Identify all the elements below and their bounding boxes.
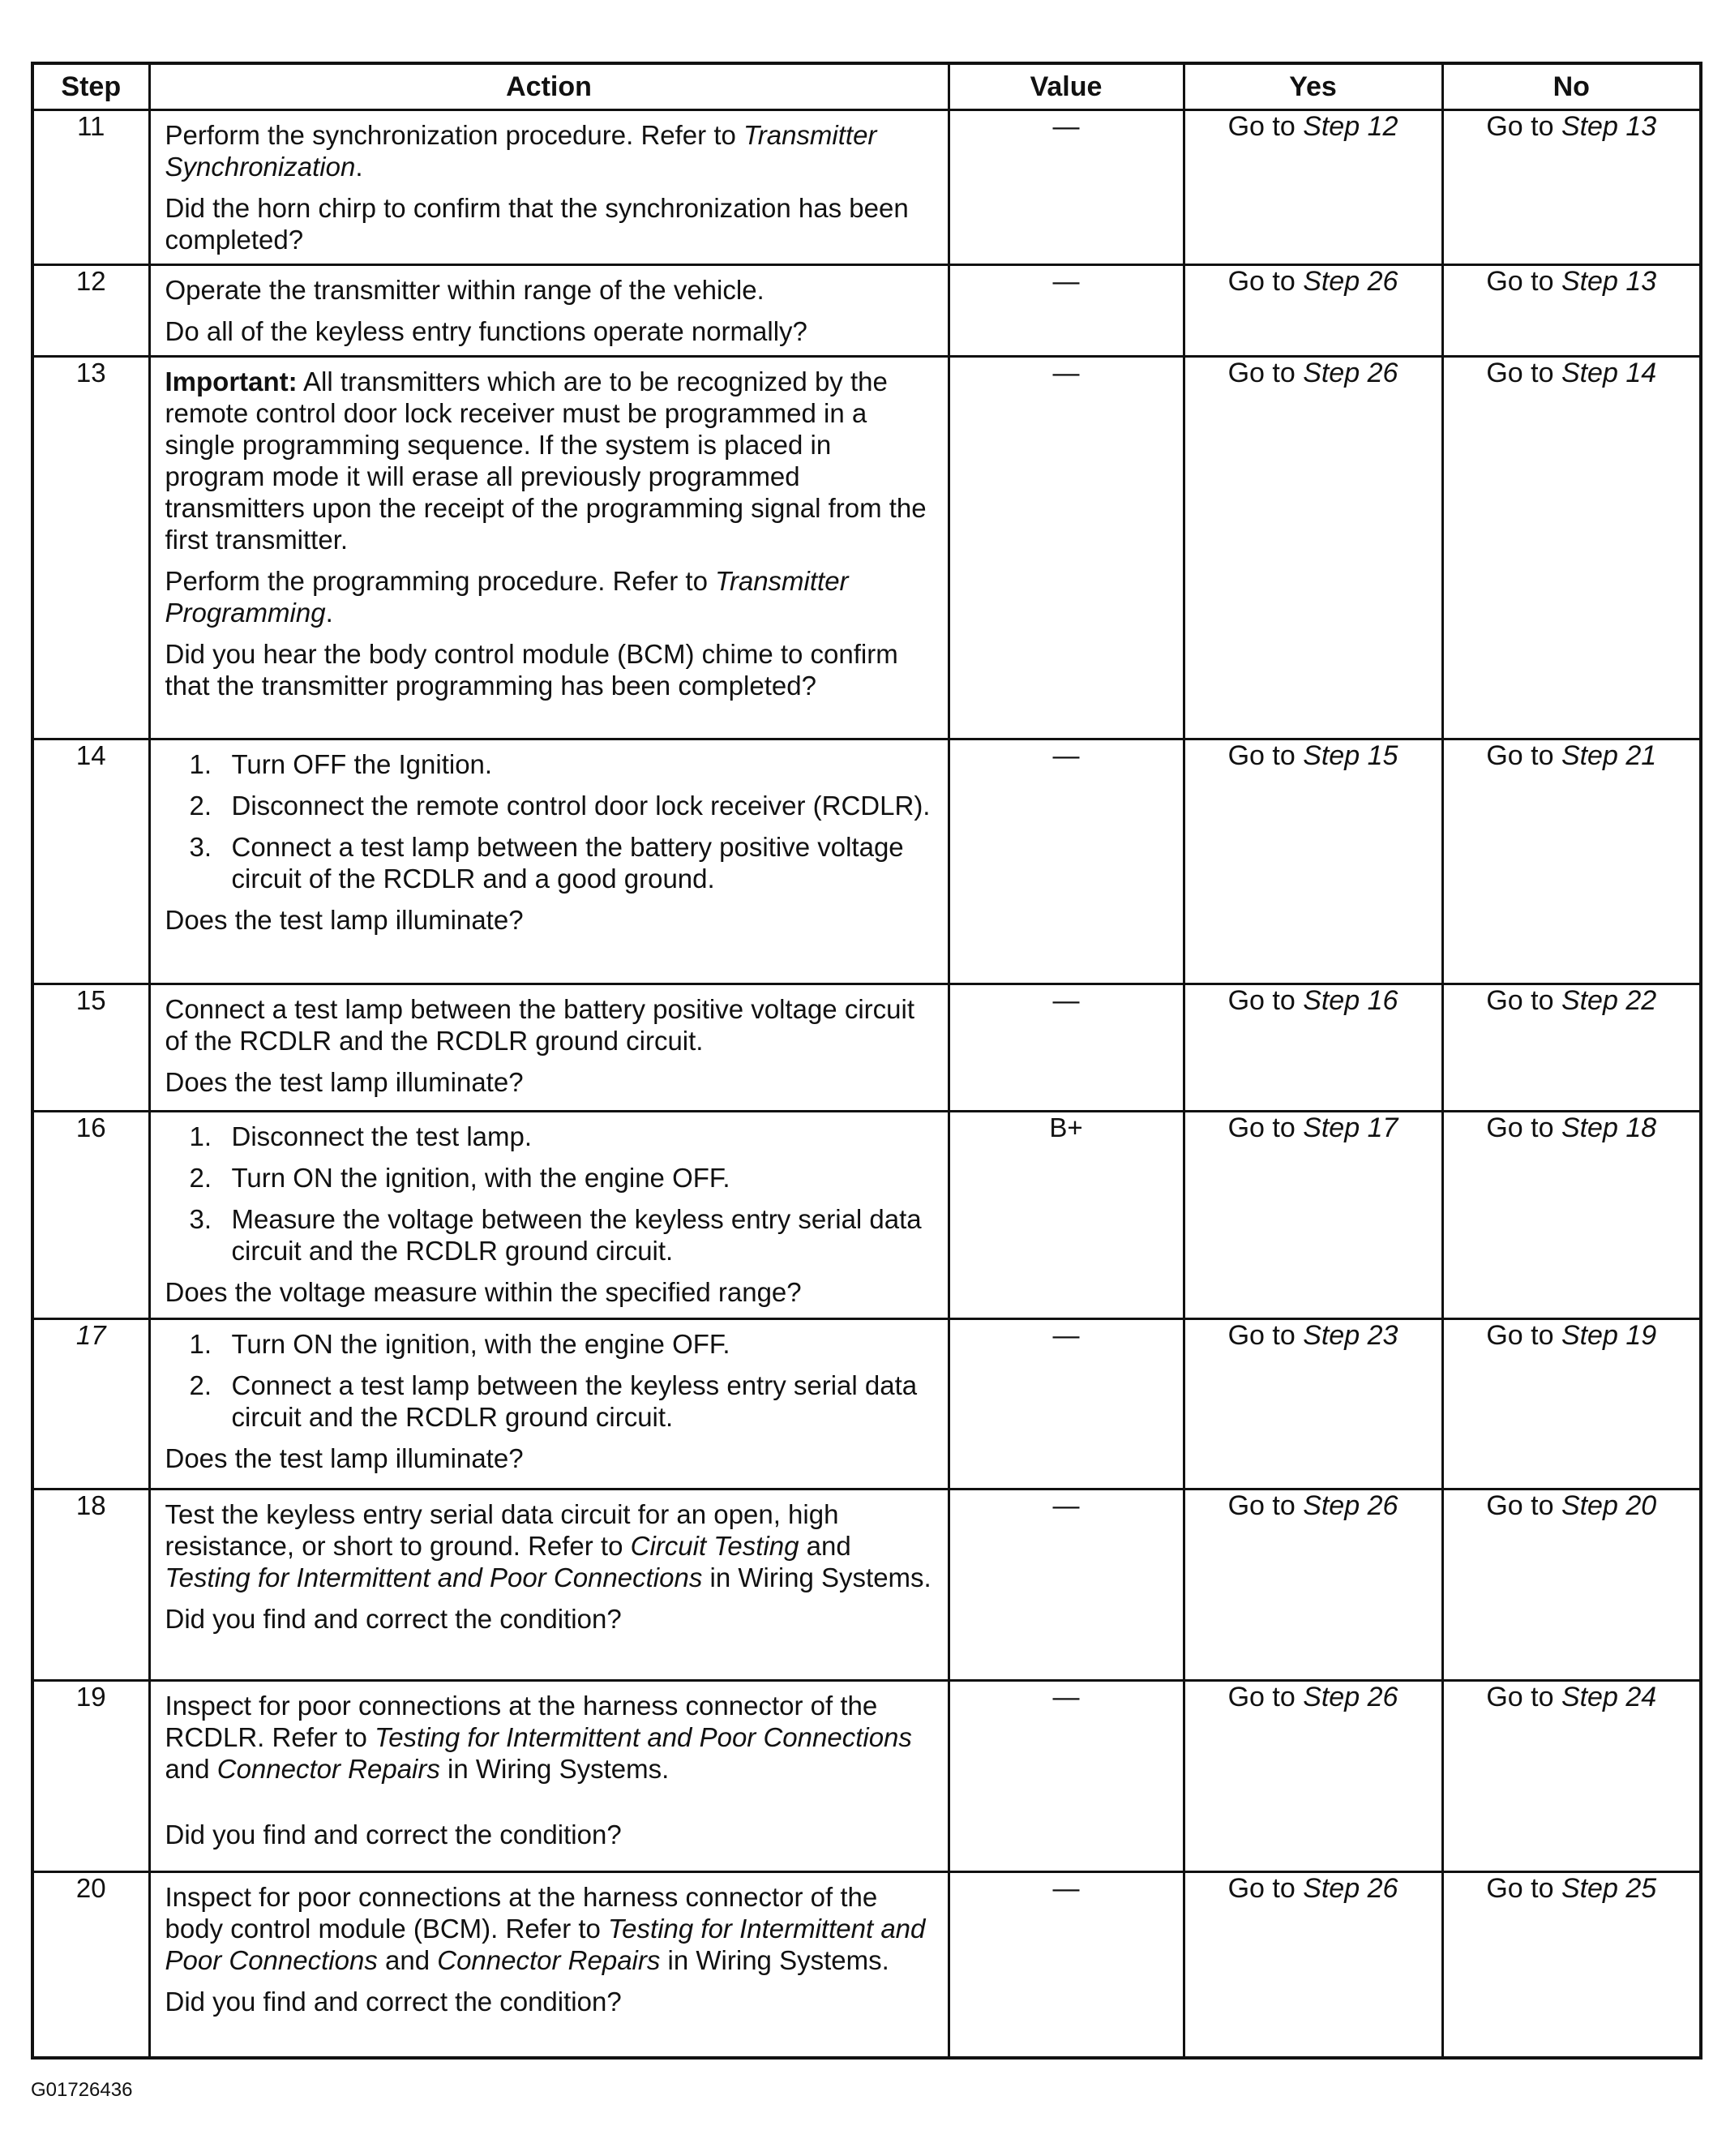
goto-step-link: Step 19 (1561, 1320, 1657, 1351)
list-text (232, 1162, 935, 1194)
action-paragraph (165, 1498, 935, 1593)
action-text-segment: Inspect for poor connections at the harness connector of the body control module (BCM). Refer to (165, 1882, 878, 1944)
action-text-segment: Did you find and correct the condition? (165, 1604, 622, 1634)
goto-step-link: Step 15 (1303, 740, 1398, 771)
action-paragraph (165, 1276, 935, 1308)
diagnostic-step-table (31, 62, 1702, 2060)
action-list-item (190, 1121, 935, 1152)
action-text-segment: Did you find and correct the condition? (165, 1820, 622, 1850)
header-no: No (1442, 63, 1701, 110)
action-list-item (190, 1328, 935, 1360)
action-text-segment: Disconnect the test lamp. (231, 1121, 533, 1151)
action-text-segment: Turn OFF the Ignition. (231, 749, 493, 779)
action-text-segment: Transmitter Synchronization (165, 120, 877, 182)
goto-step-link: Step 24 (1561, 1682, 1657, 1712)
action-paragraph (165, 1819, 935, 1850)
action-paragraph (165, 1690, 935, 1785)
goto-prefix: Go to (1486, 266, 1561, 297)
goto-step-link: Step 26 (1303, 266, 1398, 297)
no-goto (1442, 110, 1701, 265)
action-text-segment: Did you find and correct the condition? (165, 1987, 622, 2017)
action-text-segment: Does the test lamp illuminate? (165, 905, 524, 935)
action-text-segment: Connector Repairs (437, 1945, 661, 1975)
action-list-item (190, 1203, 935, 1267)
action-paragraph (165, 1066, 935, 1098)
no-goto (1442, 1112, 1701, 1319)
step-action (149, 357, 949, 739)
yes-goto (1184, 110, 1442, 265)
goto-step-link: Step 13 (1561, 266, 1657, 297)
action-text-segment: and (377, 1945, 438, 1975)
action-text-segment: Operate the transmitter within range of the vehicle. (165, 275, 764, 305)
no-goto (1442, 1319, 1701, 1489)
action-text-segment: Transmitter Programming (165, 566, 849, 628)
action-text-segment: Testing for Intermittent and Poor Connections (165, 1914, 926, 1975)
yes-goto (1184, 1872, 1442, 2058)
action-text-segment: Circuit Testing (630, 1531, 799, 1561)
action-list-item (190, 790, 935, 821)
goto-prefix: Go to (1227, 740, 1304, 771)
goto-step-link: Step 12 (1303, 111, 1398, 142)
goto-prefix: Go to (1227, 1490, 1304, 1521)
step-number: 13 (32, 357, 149, 739)
step-action (149, 265, 949, 357)
step-number: 20 (32, 1872, 149, 2058)
action-paragraph (165, 904, 935, 936)
spacer (165, 1785, 935, 1819)
yes-goto (1184, 1319, 1442, 1489)
yes-goto (1184, 1681, 1442, 1872)
goto-step-link: Step 20 (1561, 1490, 1657, 1521)
goto-prefix: Go to (1486, 1112, 1561, 1143)
goto-step-link: Step 25 (1561, 1873, 1657, 1904)
action-paragraph (165, 315, 935, 347)
goto-prefix: Go to (1486, 1490, 1561, 1521)
list-text (232, 1369, 935, 1433)
action-list-item (190, 748, 935, 780)
action-paragraph (165, 274, 935, 306)
yes-goto (1184, 739, 1442, 984)
goto-step-link: Step 18 (1561, 1112, 1657, 1143)
diagnostic-table-container (31, 62, 1699, 2060)
goto-prefix: Go to (1227, 1320, 1304, 1351)
list-text (232, 831, 935, 894)
action-text-segment: Does the test lamp illuminate? (165, 1067, 524, 1097)
list-number: 2. (189, 1370, 212, 1400)
goto-prefix: Go to (1227, 1112, 1304, 1143)
yes-goto (1184, 1112, 1442, 1319)
goto-prefix: Go to (1486, 111, 1561, 142)
goto-step-link: Step 14 (1561, 358, 1657, 388)
goto-step-link: Step 23 (1303, 1320, 1398, 1351)
list-number: 2. (189, 791, 212, 821)
list-text (232, 748, 935, 780)
step-value: — (949, 739, 1184, 984)
action-text-segment: Connect a test lamp between the battery positive voltage circuit of the RCDLR and the RCDLR ground circuit. (165, 994, 914, 1056)
step-action (149, 110, 949, 265)
action-paragraph (165, 1881, 935, 1976)
table-row (32, 1319, 1701, 1489)
action-paragraph (165, 192, 935, 255)
no-goto (1442, 1681, 1701, 1872)
no-goto (1442, 739, 1701, 984)
header-step: Step (32, 63, 149, 110)
action-text-segment: and (799, 1531, 851, 1561)
step-number: 16 (32, 1112, 149, 1319)
table-row (32, 357, 1701, 739)
step-number: 15 (32, 984, 149, 1112)
action-text-segment: Perform the programming procedure. Refer to (165, 566, 716, 596)
list-number: 1. (189, 1121, 212, 1151)
goto-prefix: Go to (1227, 1873, 1304, 1904)
action-text-segment: Turn ON the ignition, with the engine OFF. (231, 1163, 730, 1193)
yes-goto (1184, 357, 1442, 739)
table-row (32, 1489, 1701, 1681)
yes-goto (1184, 265, 1442, 357)
step-number: 12 (32, 265, 149, 357)
step-value: — (949, 265, 1184, 357)
goto-step-link: Step 22 (1561, 985, 1657, 1016)
action-paragraph (165, 1986, 935, 2017)
step-value: — (949, 984, 1184, 1112)
goto-prefix: Go to (1486, 740, 1561, 771)
no-goto (1442, 984, 1701, 1112)
step-number: 18 (32, 1489, 149, 1681)
action-text-segment: Disconnect the remote control door lock receiver (RCDLR). (231, 791, 931, 821)
goto-prefix: Go to (1227, 111, 1304, 142)
action-paragraph (165, 993, 935, 1057)
goto-step-link: Step 26 (1303, 1490, 1398, 1521)
step-value: — (949, 1681, 1184, 1872)
action-paragraph (165, 1603, 935, 1635)
header-yes: Yes (1184, 63, 1442, 110)
yes-goto (1184, 1489, 1442, 1681)
action-text-segment: in Wiring Systems. (660, 1945, 889, 1975)
table-body (32, 110, 1701, 2058)
list-number: 3. (189, 1204, 212, 1234)
goto-prefix: Go to (1486, 1320, 1561, 1351)
list-number: 2. (189, 1163, 212, 1193)
goto-prefix: Go to (1486, 985, 1561, 1016)
action-list-item (190, 831, 935, 894)
step-action (149, 984, 949, 1112)
goto-prefix: Go to (1227, 266, 1304, 297)
action-text-segment: Connector Repairs (216, 1754, 440, 1784)
action-text-segment: All transmitters which are to be recognized by the remote control door lock receiver must be programmed in a single programming sequence. If the system is placed in program mode it will erase all previously programmed transmitters upon the receipt of the programming signal from the first transmitter. (165, 366, 927, 555)
action-paragraph (165, 1442, 935, 1474)
table-row (32, 1681, 1701, 1872)
table-row (32, 110, 1701, 265)
goto-step-link: Step 13 (1561, 111, 1657, 142)
action-text-segment: Measure the voltage between the keyless entry serial data circuit and the RCDLR ground circuit. (231, 1204, 922, 1266)
goto-step-link: Step 21 (1561, 740, 1657, 771)
goto-step-link: Step 26 (1303, 1682, 1398, 1712)
goto-prefix: Go to (1486, 1873, 1561, 1904)
action-text-segment: Perform the synchronization procedure. Refer to (165, 120, 744, 150)
figure-id: G01726436 (31, 2079, 133, 2101)
table-row (32, 1872, 1701, 2058)
action-text-segment: and (165, 1754, 217, 1784)
action-text-segment: Did you hear the body control module (BCM) chime to confirm that the transmitter programming has been completed? (165, 639, 898, 701)
list-number: 1. (189, 1329, 212, 1359)
action-text-segment: Did the horn chirp to confirm that the synchronization has been completed? (165, 193, 909, 255)
step-action (149, 1489, 949, 1681)
list-text (232, 1328, 935, 1360)
action-text-segment: Turn ON the ignition, with the engine OFF. (231, 1329, 730, 1359)
action-paragraph (165, 366, 935, 555)
step-action (149, 1681, 949, 1872)
no-goto (1442, 265, 1701, 357)
header-action: Action (149, 63, 949, 110)
goto-step-link: Step 17 (1303, 1112, 1398, 1143)
action-text-segment: Testing for Intermittent and Poor Connections (375, 1722, 912, 1752)
action-text-segment: . (325, 598, 333, 628)
list-text (232, 1203, 935, 1267)
action-text-segment: Connect a test lamp between the battery positive voltage circuit of the RCDLR and a good ground. (231, 832, 904, 894)
step-action (149, 1112, 949, 1319)
table-row (32, 984, 1701, 1112)
header-value: Value (949, 63, 1184, 110)
action-list-item (190, 1369, 935, 1433)
step-action (149, 1872, 949, 2058)
no-goto (1442, 357, 1701, 739)
goto-step-link: Step 26 (1303, 1873, 1398, 1904)
action-text-segment: Does the voltage measure within the specified range? (165, 1277, 802, 1307)
no-goto (1442, 1489, 1701, 1681)
action-text-segment: Does the test lamp illuminate? (165, 1443, 524, 1473)
no-goto (1442, 1872, 1701, 2058)
step-value: — (949, 1872, 1184, 2058)
action-text-segment: Inspect for poor connections at the harness connector of the RCDLR. Refer to (165, 1691, 878, 1752)
step-number: 17 (32, 1319, 149, 1489)
goto-step-link: Step 16 (1303, 985, 1398, 1016)
action-text-segment: Do all of the keyless entry functions operate normally? (165, 316, 807, 346)
step-number: 19 (32, 1681, 149, 1872)
step-action (149, 739, 949, 984)
action-list-item (190, 1162, 935, 1194)
action-paragraph (165, 638, 935, 701)
table-row (32, 1112, 1701, 1319)
list-text (232, 790, 935, 821)
goto-prefix: Go to (1227, 985, 1304, 1016)
goto-prefix: Go to (1486, 358, 1561, 388)
list-number: 1. (189, 749, 212, 779)
step-number: 11 (32, 110, 149, 265)
step-value: — (949, 357, 1184, 739)
table-row (32, 739, 1701, 984)
action-text-segment: Important: (165, 366, 298, 396)
action-text-segment: Connect a test lamp between the keyless entry serial data circuit and the RCDLR ground circuit. (231, 1370, 918, 1432)
action-paragraph (165, 565, 935, 628)
goto-prefix: Go to (1227, 358, 1304, 388)
list-text (232, 1121, 935, 1152)
step-value: B+ (949, 1112, 1184, 1319)
step-value: — (949, 1319, 1184, 1489)
goto-step-link: Step 26 (1303, 358, 1398, 388)
table-row (32, 265, 1701, 357)
goto-prefix: Go to (1486, 1682, 1561, 1712)
list-number: 3. (189, 832, 212, 862)
action-text-segment: Testing for Intermittent and Poor Connections (165, 1562, 703, 1592)
action-text-segment: in Wiring Systems. (702, 1562, 932, 1592)
step-value: — (949, 110, 1184, 265)
goto-prefix: Go to (1227, 1682, 1304, 1712)
step-value: — (949, 1489, 1184, 1681)
yes-goto (1184, 984, 1442, 1112)
step-number: 14 (32, 739, 149, 984)
step-action (149, 1319, 949, 1489)
action-paragraph (165, 119, 935, 182)
table-header-row (32, 63, 1701, 110)
action-text-segment: Test the keyless entry serial data circuit for an open, high resistance, or short to ground. Refer to (165, 1499, 839, 1561)
action-text-segment: in Wiring Systems. (439, 1754, 670, 1784)
action-text-segment: . (355, 152, 363, 182)
